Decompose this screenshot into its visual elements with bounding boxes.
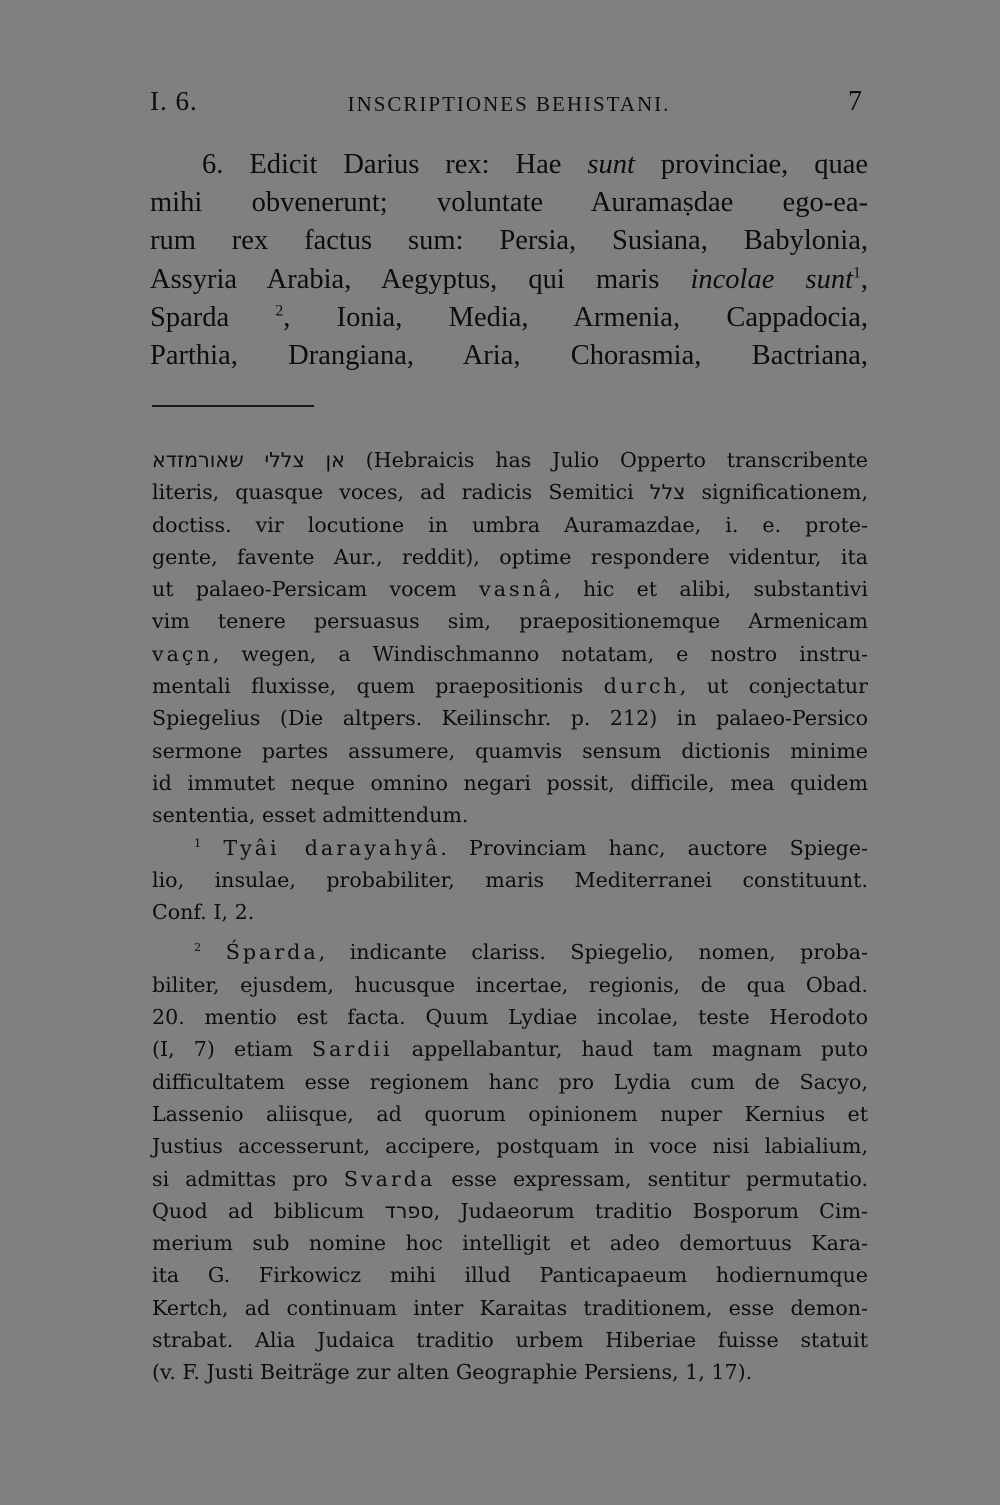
main-paragraph: [150, 146, 868, 375]
note-line: sententia, esset admittendum.: [152, 803, 469, 828]
note-line: si admittas pro Svarda esse expressam, sentitur permutatio.: [152, 1166, 868, 1191]
footnote-separator: [152, 405, 314, 407]
note-line: אן צללי שאורמזדא (Hebraicis has Julio Opperto transcribente: [152, 448, 868, 472]
note-line: id immutet neque omnino negari possit, difficile, mea quidem: [152, 770, 868, 795]
main-line: 6. Edicit Darius rex: Hae sunt provinciae, quae: [202, 149, 868, 180]
footnote-2: $^2$ Śparda, indicante clariss. Spiegelio, nomen, proba-: [194, 940, 869, 965]
note-line: Conf. I, 2.: [152, 900, 255, 925]
note-line: Kertch, ad continuam inter Karaitas traditionem, esse demon-: [152, 1295, 868, 1320]
running-header: [150, 86, 868, 126]
main-line: Parthia, Drangiana, Aria, Chorasmia, Bactriana,: [150, 340, 868, 372]
note-line: Lassenio aliisque, ad quorum opinionem nuper Kernius et: [152, 1101, 868, 1126]
note-line: sermone partes assumere, quamvis sensum dictionis minime: [152, 738, 868, 763]
spacer: [152, 928, 868, 936]
main-line: rum rex factus sum: Persia, Susiana, Babylonia,: [150, 225, 868, 257]
note-line: Justius accesserunt, accipere, postquam in voce nisi labialium,: [152, 1134, 868, 1159]
footnote-ref-1: 1: [853, 264, 861, 282]
note-line: merium sub nomine hoc intelligit et adeo demortuus Kara-: [152, 1231, 868, 1256]
note-line: strabat. Alia Judaica traditio urbem Hiberiae fuisse statuit: [152, 1328, 868, 1353]
note-line: gente, favente Aur., reddit), optime respondere videntur, ita: [152, 544, 868, 569]
note-line: difficultatem esse regionem hanc pro Lydia cum de Sacyo,: [152, 1069, 868, 1094]
running-title: INSCRIPTIONES BEHISTANI.: [347, 92, 671, 116]
hebrew-text: צלל: [649, 480, 686, 505]
note-line: (I, 7) etiam Sardii appellabantur, haud tam magnam puto: [152, 1037, 868, 1062]
note-line: ut palaeo-Persicam vocem vasnâ, hic et alibi, substantivi: [152, 577, 868, 602]
hebrew-text: אן צללי שאורמזדא: [152, 448, 345, 472]
note-line: mentali fluxisse, quem praepositionis durch, ut conjectatur: [152, 674, 868, 699]
main-line: Sparda $^2$, Ionia, Media, Armenia, Cappadocia,: [150, 301, 869, 333]
note-line: 20. mentio est facta. Quum Lydiae incolae, teste Herodoto: [152, 1005, 868, 1030]
note-line: lio, insulae, probabiliter, maris Mediterranei constituunt.: [152, 867, 868, 892]
hebrew-text: ספרד: [384, 1198, 434, 1223]
note-line: vim tenere persuasus sim, praepositionemque Armenicam: [152, 609, 868, 634]
note-line: Spiegelius (Die altpers. Keilinschr. p. 212) in palaeo-Persico: [152, 706, 868, 731]
footnotes: [152, 444, 868, 1389]
main-line: mihi obvenerunt; voluntate Auramaṣdae ego-ea-: [150, 187, 868, 219]
note-line: doctiss. vir locutione in umbra Auramazdae, i. e. prote-: [152, 512, 868, 537]
main-line: Assyria Arabia, Aegyptus, qui maris incolae sunt$^1$,: [150, 263, 868, 295]
footnote-number: 2: [194, 940, 202, 955]
note-line: literis, quasque voces, ad radicis Semitici צלל significationem,: [152, 480, 868, 505]
footnote-number: 1: [194, 835, 202, 850]
note-line: biliter, ejusdem, hucusque incertae, regionis, de qua Obad.: [152, 972, 868, 997]
note-line: Quod ad biblicum ספרד, Judaeorum traditio Bosporum Cim-: [152, 1198, 868, 1223]
note-line: vaçn, wegen, a Windischmanno notatam, e nostro instru-: [152, 641, 868, 666]
footnote-ref-2: 2: [275, 302, 284, 320]
page-number: 7: [848, 86, 862, 117]
note-line: (v. F. Justi Beiträge zur alten Geographie Persiens, 1, 17).: [152, 1360, 753, 1385]
note-line: ita G. Firkowicz mihi illud Panticapaeum hodiernumque: [152, 1263, 868, 1288]
section-reference: I. 6.: [150, 86, 198, 116]
footnote-1: $^1$ Tyâi darayahyâ. Provinciam hanc, auctore Spiege-: [194, 835, 868, 860]
